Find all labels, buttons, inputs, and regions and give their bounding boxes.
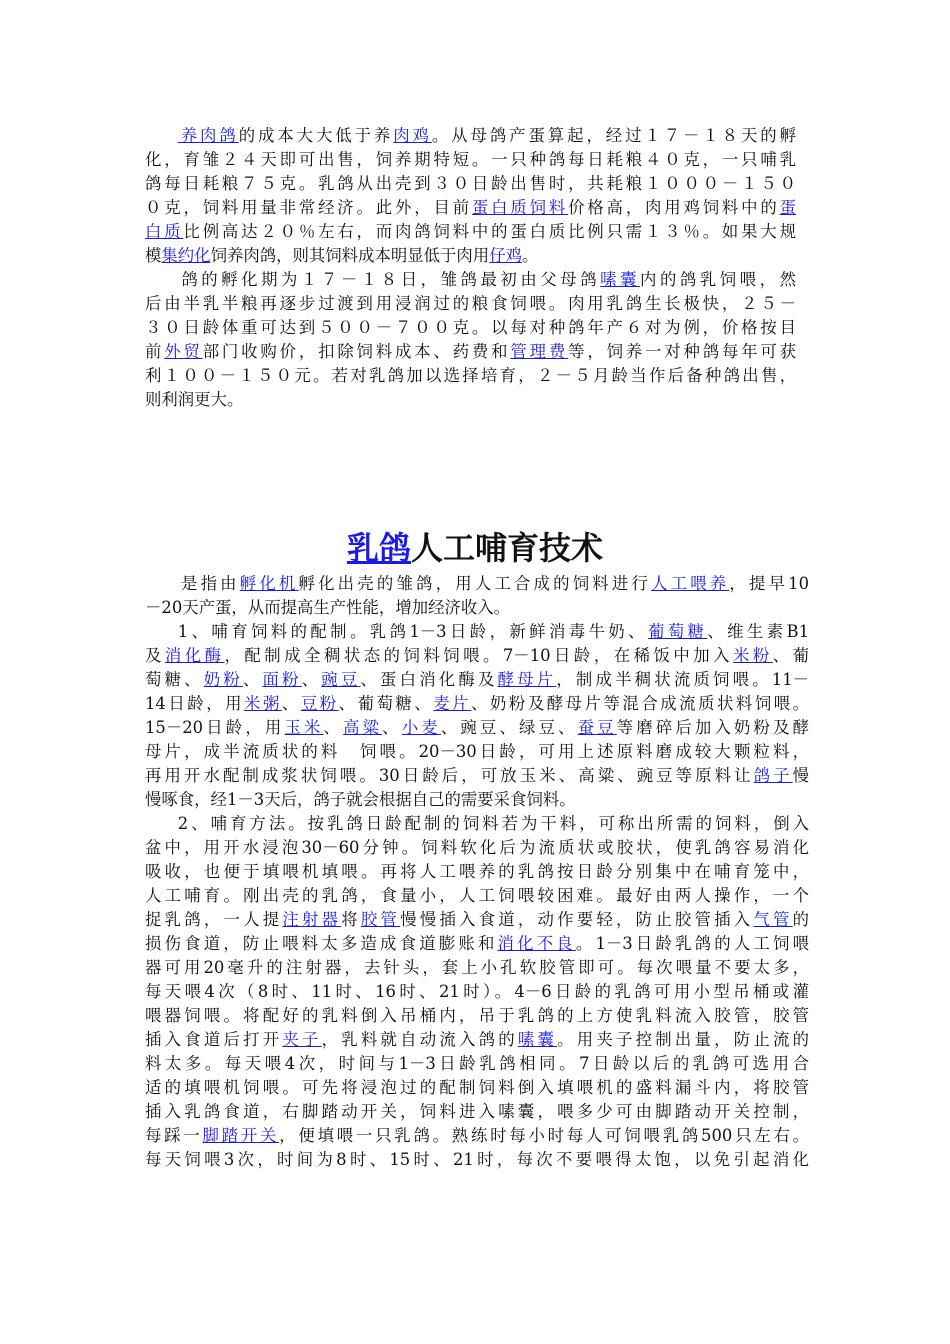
text-run: 吸收，也便于填喂机填喂。再将人工喂养的乳鸽按日龄分别集中在哺育笼中， [145, 862, 809, 881]
text-run: 。从母鸽产蛋算起，经过１７－１８天的孵 [431, 126, 797, 145]
text-line [145, 1099, 809, 1125]
text-run: 、 [301, 670, 322, 689]
text-run: 2、哺育方法。按乳鸽日龄配制的饲料若为干料，可称出所需的饲料，倒入 [177, 814, 809, 833]
text-line [145, 1003, 809, 1029]
text-line [145, 1051, 809, 1077]
text-run: 则利润更大。 [145, 390, 244, 409]
text-run: 价格高，肉用鸡饲料中的 [568, 198, 780, 217]
text-run: 、葡萄糖、 [338, 694, 434, 713]
text-run: 及 [145, 646, 165, 665]
text-line [145, 123, 796, 149]
text-run: 。用夹子控制出量，防止流的 [557, 1030, 810, 1049]
text-line [145, 1147, 809, 1173]
keyword-link[interactable]: 豌豆 [321, 670, 361, 689]
text-line [145, 859, 809, 885]
keyword-link[interactable]: 小麦 [401, 718, 441, 737]
text-line [145, 147, 796, 173]
text-line [145, 643, 809, 669]
text-line [145, 931, 809, 957]
text-run: 鸽每日耗粮７５克。乳鸽从出壳到３０日龄出售时，共耗粮１０００－１５０ [145, 174, 796, 193]
text-line [145, 1027, 809, 1053]
text-line [145, 835, 809, 861]
keyword-link[interactable]: 面粉 [262, 670, 302, 689]
keyword-link[interactable]: 外贸 [164, 342, 203, 361]
text-line [145, 1123, 809, 1149]
text-run: 利１００－１５０元。若对乳鸽加以选择培育，２－５月龄当作后备种鸽出售， [145, 366, 796, 385]
text-line [145, 883, 809, 909]
text-run: 每天喂4次（8时、11时、16时、21时）。4－6日龄的乳鸽可用小型吊桶或灌 [145, 982, 809, 1001]
keyword-link[interactable]: 集约化 [161, 246, 211, 265]
keyword-link[interactable]: 白质 [145, 222, 184, 241]
keyword-link[interactable]: 胶管 [360, 910, 401, 929]
text-run: 插入食道后打开 [145, 1030, 283, 1049]
text-run: 每踩一 [145, 1126, 203, 1145]
text-run: 比例高达２０％左右，而肉鸽饲料中的蛋白质比例只需１３％。如果大规 [183, 222, 797, 241]
keyword-link[interactable]: 注射器 [282, 910, 342, 929]
text-run: 1、哺育饲料的配制。乳鸽1－3日龄，新鲜消毒牛奶、 [177, 622, 648, 641]
keyword-link[interactable]: 蚕豆 [577, 718, 617, 737]
text-line [145, 363, 796, 389]
text-line [145, 763, 809, 789]
section-title [0, 524, 950, 572]
text-run: 、蛋白消化酶及 [360, 670, 498, 689]
text-run: 慢慢插入食道，动作要轻，防止胶管插入 [400, 910, 754, 929]
keyword-link[interactable]: 高粱 [343, 718, 383, 737]
text-run: ３０日龄体重可达到５００－７００克。以每对种鸽年产６对为例，价格按目 [145, 318, 796, 337]
text-run: 孵化出壳的雏鸽，用人工合成的饲料进行 [298, 574, 652, 593]
text-line [145, 739, 809, 765]
text-run: 损伤食道，防止喂料太多造成食道膨账和 [145, 934, 498, 953]
text-run: 、 [323, 718, 344, 737]
text-run: 捉乳鸽，一人提 [145, 910, 283, 929]
text-line [145, 979, 809, 1005]
text-run: 人工哺育技术 [411, 529, 604, 567]
text-run: 是指由 [177, 574, 240, 593]
keyword-link[interactable]: 鸽子 [753, 766, 793, 785]
keyword-link[interactable]: 豆粉 [300, 694, 339, 713]
text-run: ，配制成全稠状态的饲料饲喂。7－10日龄，在稀饭中加入 [224, 646, 733, 665]
text-run: ，制成半稠状流质饲喂。11－ [556, 670, 810, 689]
keyword-link[interactable]: 乳鸽 [346, 529, 411, 567]
text-line [145, 715, 809, 741]
text-line [145, 219, 796, 245]
text-line [145, 691, 809, 717]
keyword-link[interactable]: 嗉囊 [517, 1030, 558, 1049]
keyword-link[interactable]: 米粉 [732, 646, 773, 665]
text-run: 、 [382, 718, 402, 737]
keyword-link[interactable]: 仔鸡 [489, 246, 522, 265]
text-line [145, 315, 796, 341]
text-run: 插入乳鸽食道，右脚踏动开关，饲料进入嗉囊，喂多少可由脚踏动开关控制， [145, 1102, 809, 1121]
text-run: 、豌豆、绿豆、 [440, 718, 578, 737]
text-line [145, 787, 809, 813]
text-run: 化，育雏２４天即可出售，饲养期特短。一只种鸽每日耗粮４０克，一只哺乳 [145, 150, 796, 169]
text-run: 、 [242, 670, 263, 689]
text-run: ，乳料就自动流入鸽的 [321, 1030, 518, 1049]
keyword-link[interactable]: 嗉囊 [600, 270, 641, 289]
text-line [145, 171, 796, 197]
text-run: 。 [521, 246, 539, 265]
text-run: 14日龄，用 [145, 694, 245, 713]
text-line [145, 619, 809, 645]
keyword-link[interactable]: 蛋 [779, 198, 797, 217]
text-line [145, 1075, 809, 1101]
keyword-link[interactable]: 气管 [753, 910, 793, 929]
text-run: 喂器饲喂。将配好的乳料倒入吊桶内，吊于乳鸽的上方使乳料流入胶管，胶管 [145, 1006, 809, 1025]
text-line [145, 195, 796, 221]
text-run: 。1－3日龄乳鸽的人工饲喂 [575, 934, 809, 953]
text-run: ，便填喂一只乳鸽。熟练时每小时每人可饲喂乳鸽500只左右。 [279, 1126, 810, 1145]
keyword-link[interactable]: 奶粉 [203, 670, 243, 689]
text-run: 料太多。每天喂4次，时间与1－3日龄乳鸽相同。7日龄以后的乳鸽可选用合 [145, 1054, 809, 1073]
text-run: －20天产蛋，从而提高生产性能，增加经济收入。 [145, 598, 511, 617]
text-run: 部门收购价，扣除饲料成本、药费和 [202, 342, 511, 361]
text-run: 模 [145, 246, 162, 265]
text-run: 再用开水配制成浆状饲喂。30日龄后，可放玉米、高粱、豌豆等原料让 [145, 766, 754, 785]
text-run: 等，饲养一对种鸽每年可获 [568, 342, 797, 361]
keyword-link[interactable]: 麦片 [433, 694, 472, 713]
keyword-link[interactable]: 米粥 [244, 694, 282, 713]
text-run: 人工哺育。刚出壳的乳鸽，食量小，人工饲喂较困难。最好由两人操作，一个 [145, 886, 809, 905]
text-line [145, 243, 796, 269]
text-line [145, 811, 809, 837]
text-run: 适的填喂机饲喂。可先将浸泡过的配制饲料倒入填喂机的盛料漏斗内，将胶管 [145, 1078, 809, 1097]
text-run: 等磨碎后加入奶粉及酵 [616, 718, 810, 737]
text-run: 将 [341, 910, 361, 929]
keyword-link[interactable]: 酵母片 [497, 670, 557, 689]
text-line [145, 595, 809, 621]
text-run: 盆中，用开水浸泡30－60分钟。饲料软化后为流质状或胶状，使乳鸽容易消化 [145, 838, 809, 857]
text-line [145, 291, 796, 317]
text-run: 每天饲喂3次，时间为8时、15时、21时，每次不要喂得太饱，以免引起消化 [145, 1150, 809, 1169]
text-run: 慢啄食，经1－3天后，鸽子就会根据自己的需要采食饲料。 [145, 790, 576, 809]
keyword-link[interactable]: 葡萄糖 [647, 622, 708, 641]
text-line [145, 955, 809, 981]
keyword-link[interactable]: 管理费 [510, 342, 569, 361]
text-line [145, 339, 796, 365]
keyword-link[interactable]: 蛋白质饲料 [471, 198, 569, 217]
keyword-link[interactable]: 养肉鸽 [177, 126, 239, 145]
text-line [145, 571, 809, 597]
text-run: 、奶粉及酵母片等混合成流质状料饲喂。 [471, 694, 810, 713]
text-run: 、 [281, 694, 301, 713]
text-run: 母片，成半流质状的料 饲喂。20－30日龄，可用上述原料磨成较大颗粒料， [145, 742, 809, 761]
text-run: 前 [145, 342, 165, 361]
text-run: 鸽的孵化期为１７－１８日，雏鸽最初由父母鸽 [177, 270, 601, 289]
text-run: 萄糖、 [145, 670, 204, 689]
text-run: ，提早10 [729, 574, 810, 593]
text-run: 饲养肉鸽，则其饲料成本明显低于肉用 [210, 246, 490, 265]
keyword-link[interactable]: 夹子 [282, 1030, 322, 1049]
keyword-link[interactable]: 脚踏开关 [202, 1126, 280, 1145]
text-line [145, 907, 809, 933]
keyword-link[interactable]: 消化酶 [164, 646, 225, 665]
text-line [145, 267, 796, 293]
text-line [145, 667, 809, 693]
text-line [145, 387, 796, 413]
text-run: 、葡 [772, 646, 810, 665]
text-run: 后由半乳半粮再逐步过渡到用浸润过的粮食饲喂。肉用乳鸽生长极快，２５－ [145, 294, 796, 313]
text-run: 15－20日龄，用 [145, 718, 285, 737]
text-run: 的 [792, 910, 810, 929]
keyword-link[interactable]: 肉鸡 [393, 126, 432, 145]
text-run: ０克，饲料用量非常经济。此外，目前 [145, 198, 472, 217]
keyword-link[interactable]: 玉米 [284, 718, 324, 737]
keyword-link[interactable]: 消化不良 [497, 934, 576, 953]
text-run: 的成本大大低于养 [238, 126, 394, 145]
text-run: 慢 [792, 766, 810, 785]
text-run: 器可用20毫升的注射器，去针头，套上小孔软胶管即可。每次喂量不要太多， [145, 958, 809, 977]
text-run: 、维生素B1 [707, 622, 809, 641]
text-run: 内的鸽乳饲喂，然 [640, 270, 797, 289]
keyword-link[interactable]: 孵化机 [239, 574, 299, 593]
keyword-link[interactable]: 人工喂养 [651, 574, 730, 593]
